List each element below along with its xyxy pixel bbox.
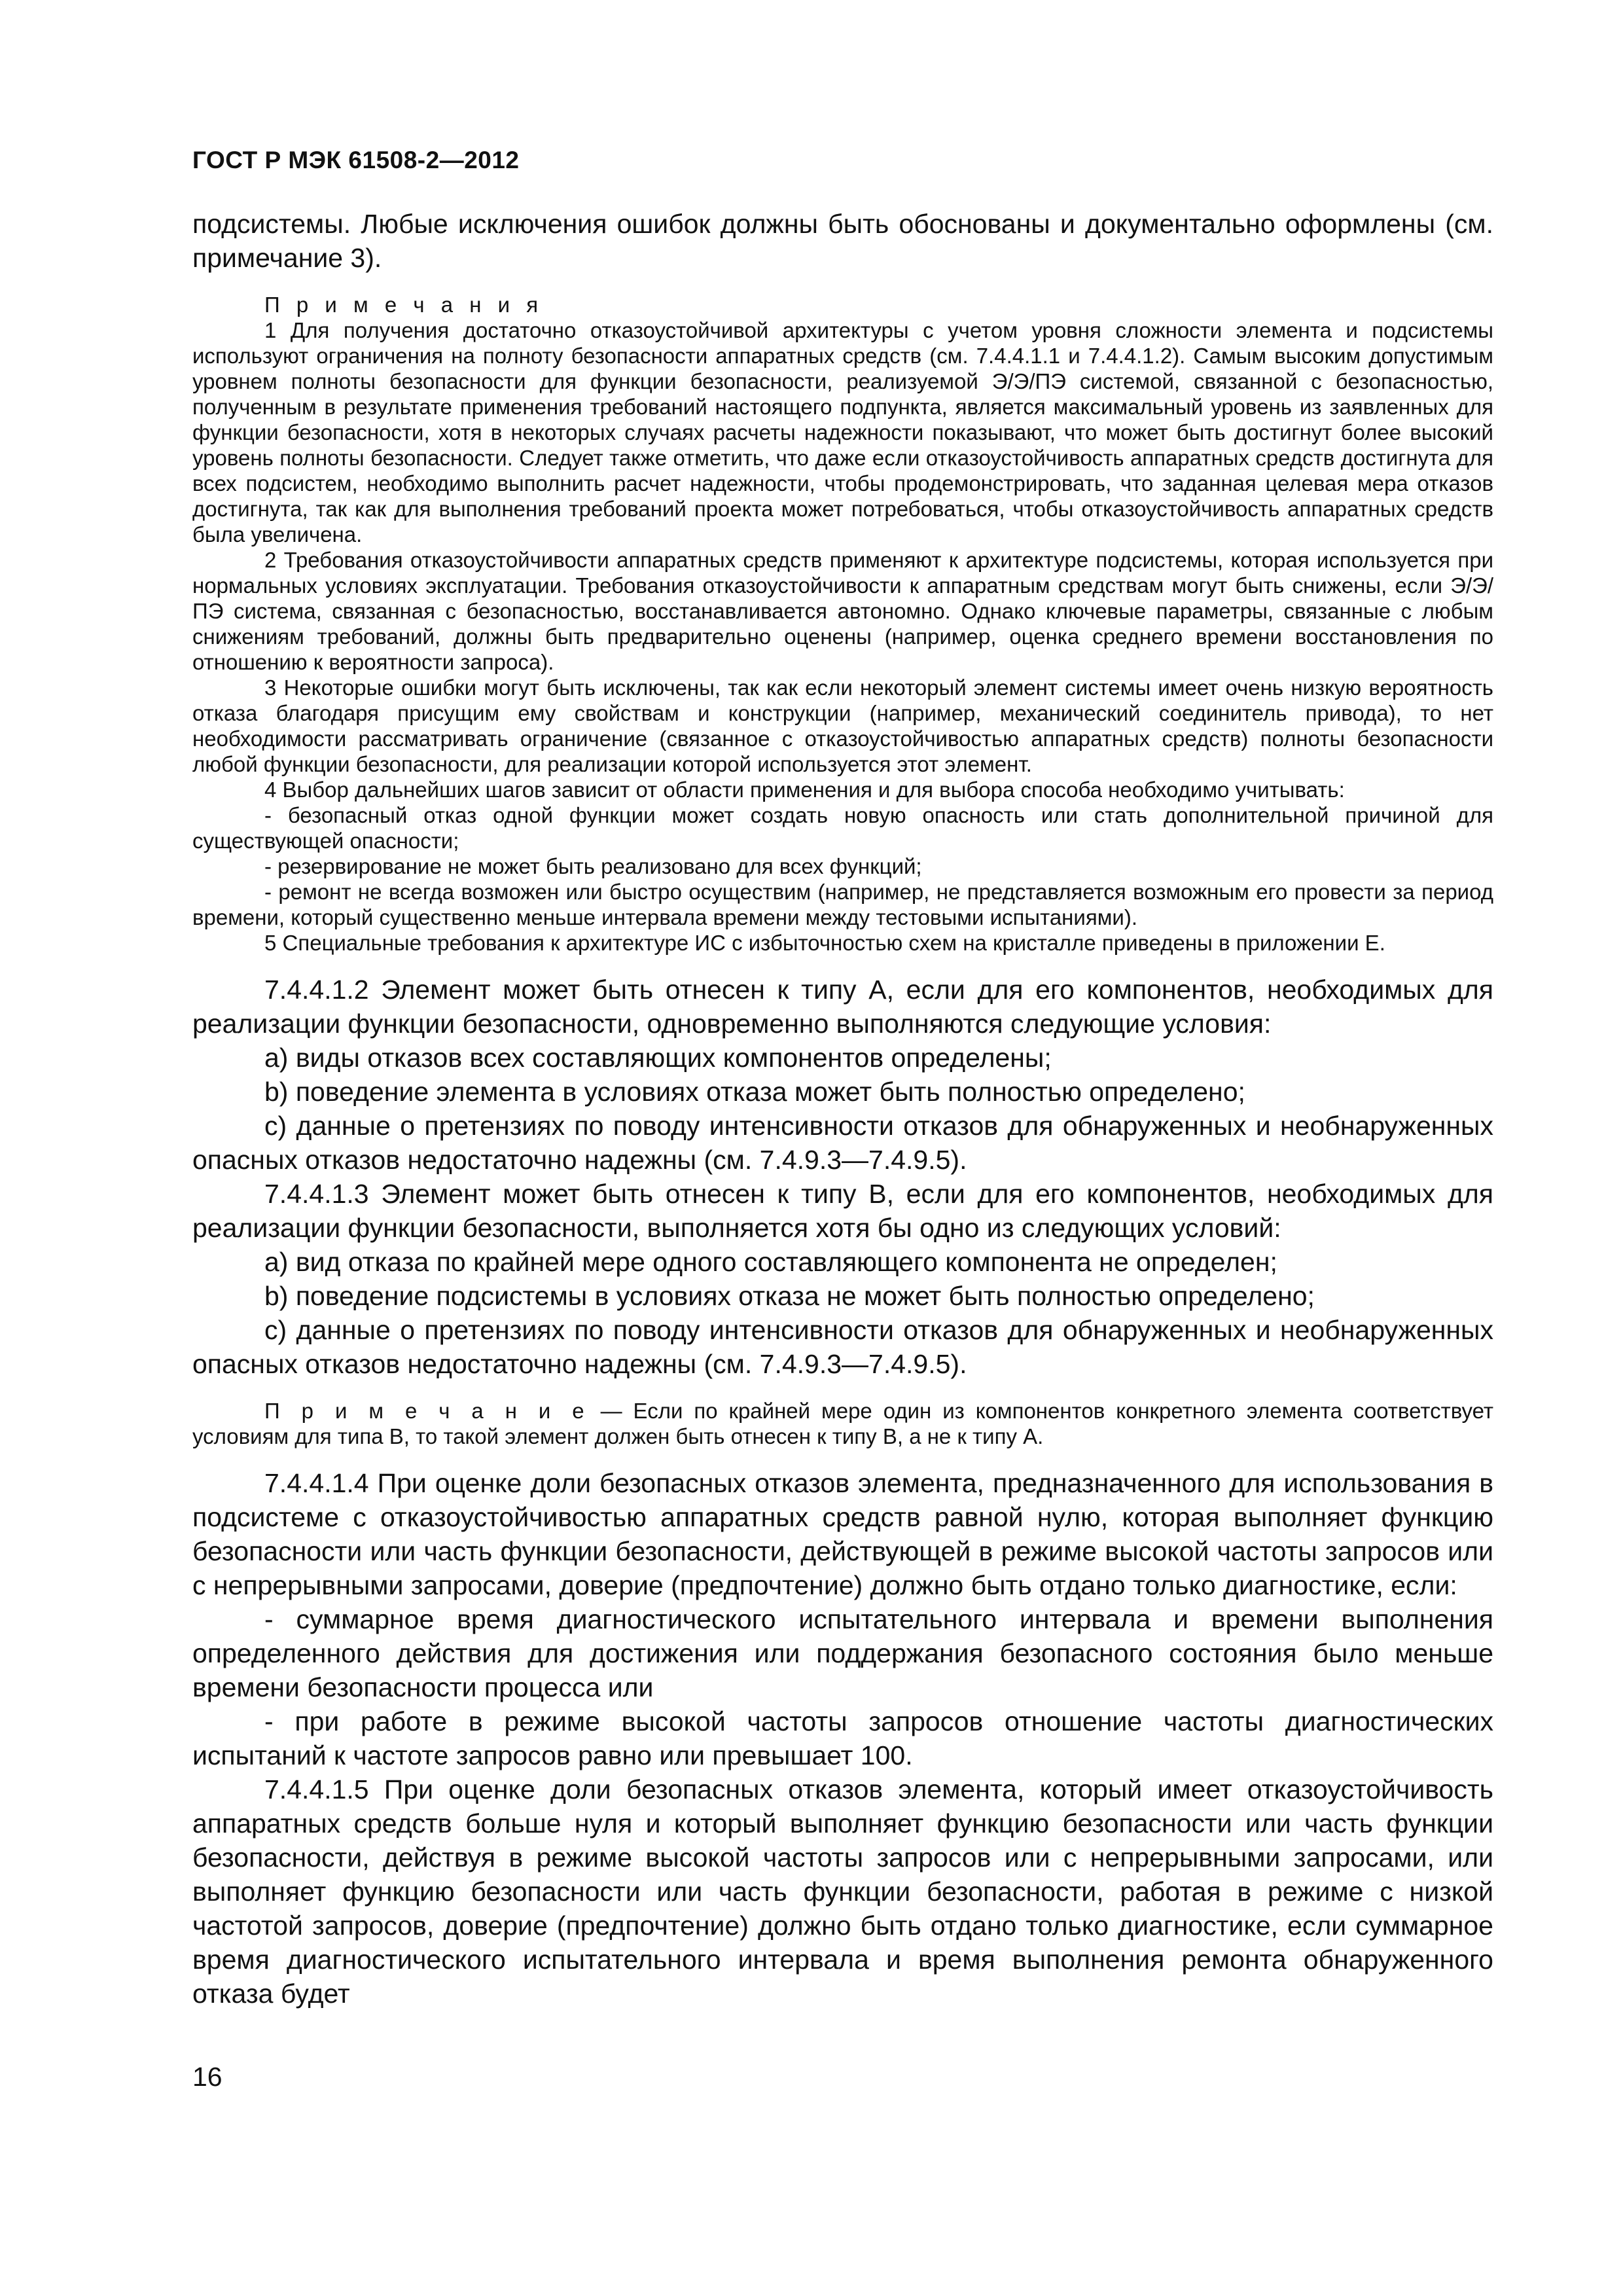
clause-7-4-4-1-2-item-a: a) виды отказов всех составляющих компонентов определены; [264,1043,1052,1073]
clause-7-4-4-1-3-item-a: a) вид отказа по крайней мере одного составляющего компонента не определен; [264,1247,1277,1277]
note-5: 5 Специальные требования к архитектуре ИС с избыточностью схем на кристалле приведены в приложении Е. [264,931,1385,955]
note-4: 4 Выбор дальнейших шагов зависит от области применения и для выбора способа необходимо учитывать: [264,778,1345,802]
note-4-item-b: - резервирование не может быть реализовано для всех функций; [264,854,922,878]
clause-7-4-4-1-3: 7.4.4.1.3 Элемент может быть отнесен к типу В, если для его компонентов, необходимых для реализации функции безопасности, выполняется хотя бы одно из следующих условий: [192,1179,1493,1243]
page-content [192,207,1493,2011]
note-3: 3 Некоторые ошибки могут быть исключены, так как если некоторый элемент системы имеет очень низкую вероятность отказа благодаря присущим ему свойствам и конструкции (например, механический соединитель привода), то нет необходимости рассматривать ограничение (связанное с отказоустойчивостью аппаратных средств) полноты безопасности любой функции безопасности, для реализации которой используется этот элемент. [192,675,1493,776]
page-number: 16 [192,2062,223,2092]
note-4-item-c: - ремонт не всегда возможен или быстро осуществим (например, не представляется возможным его провести за период времени, который существенно меньше интервала времени между тестовыми испытаниями). [192,880,1493,929]
clause-7-4-4-1-4-item-2: - при работе в режиме высокой частоты запросов отношение частоты диагностических испытаний к частоте запросов равно или превышает 100. [192,1706,1493,1770]
note-type-b [192,1398,1493,1449]
clause-7-4-4-1-3-item-b: b) поведение подсистемы в условиях отказа не может быть полностью определено; [264,1281,1315,1311]
paragraph-continuation: подсистемы. Любые исключения ошибок должны быть обоснованы и документально оформлены (см. примечание 3). [192,209,1493,273]
clause-7-4-4-1-4: 7.4.4.1.4 При оценке доли безопасных отказов элемента, предназначенного для использования в подсистеме с отказоустойчивостью аппаратных средств равной нулю, которая выполняет функцию безопасности или часть функции безопасности, действующей в режиме высокой частоты запросов или с непрерывными запросами, доверие (предпочтение) должно быть отдано только диагностике, если: [192,1468,1493,1600]
note-2: 2 Требования отказоустойчивости аппаратных средств применяют к архитектуре подсистемы, которая используется при нормальных условиях эксплуатации. Требования отказоустойчивости к аппаратным средствам могут быть снижены, если Э/Э/ПЭ система, связанная с безопасностью, восстанавливается автономно. Однако ключевые параметры, связанные с любым снижениям требований, должны быть предварительно оценены (например, оценка среднего времени восстановления по отношению к вероятности запроса). [192,548,1493,674]
standard-designation: ГОСТ Р МЭК 61508-2—2012 [192,147,520,173]
clause-7-4-4-1-4-item-1: - суммарное время диагностического испытательного интервала и времени выполнения определенного действия для достижения или поддержания безопасного состояния было меньше времени безопасности процесса или [192,1604,1493,1702]
notes-heading: П р и м е ч а н и я [264,293,544,317]
clause-7-4-4-1-2-item-c: c) данные о претензиях по поводу интенсивности отказов для обнаруженных и необнаруженных опасных отказов недостаточно надежны (см. 7.4.9.3—7.4.9.5). [192,1111,1493,1175]
clause-7-4-4-1-3-item-c: c) данные о претензиях по поводу интенсивности отказов для обнаруженных и необнаруженных опасных отказов недостаточно надежны (см. 7.4.9.3—7.4.9.5). [192,1315,1493,1379]
note-label: П р и м е ч а н и е [264,1399,590,1423]
clause-7-4-4-1-5: 7.4.4.1.5 При оценке доли безопасных отказов элемента, который имеет отказоустойчивость аппаратных средств больше нуля и который выполняет функцию безопасности или часть функции безопасности, действуя в режиме высокой частоты запросов или с непрерывными запросами, или выполняет функцию безопасности или часть функции безопасности, работая в режиме с низкой частотой запросов, доверие (предпочтение) должно быть отдано только диагностике, если суммарное время диагностического испытательного интервала и время выполнения ремонта обнаруженного отказа будет [192,1774,1493,2009]
clause-7-4-4-1-2-item-b: b) поведение элемента в условиях отказа может быть полностью определено; [264,1077,1245,1107]
clause-7-4-4-1-2: 7.4.4.1.2 Элемент может быть отнесен к типу А, если для его компонентов, необходимых для реализации функции безопасности, одновременно выполняются следующие условия: [192,975,1493,1039]
note-1: 1 Для получения достаточно отказоустойчивой архитектуры с учетом уровня сложности элемента и подсистемы используют ограничения на полноту безопасности аппаратных средств (см. 7.4.4.1.1 и 7.4.4.1.2). Самым высоким допустимым уровнем полноты безопасности для функции безопасности, реализуемой Э/Э/ПЭ системой, связанной с безопасностью, полученным в результате применения требований настоящего подпункта, является максимальный уровень из заявленных для функции безопасности, хотя в некоторых случаях расчеты надежности показывают, что может быть достигнут более высокий уровень полноты безопасности. Следует также отметить, что даже если отказоустойчивость аппаратных средств достигнута для всех подсистем, необходимо выполнить расчет надежности, чтобы продемонстрировать, что заданная целевая мера отказов достигнута, так как для выполнения требований проекта может потребоваться, чтобы отказоустойчивость аппаратных средств была увеличена. [192,318,1493,547]
note-text: — Если по крайней мере один из компонентов конкретного элемента соответствует условиям для типа В, то такой элемент должен быть отнесен к типу В, а не к типу А. [192,1399,1494,1448]
note-4-item-a: - безопасный отказ одной функции может создать новую опасность или стать дополнительной причиной для существующей опасности; [192,803,1493,853]
